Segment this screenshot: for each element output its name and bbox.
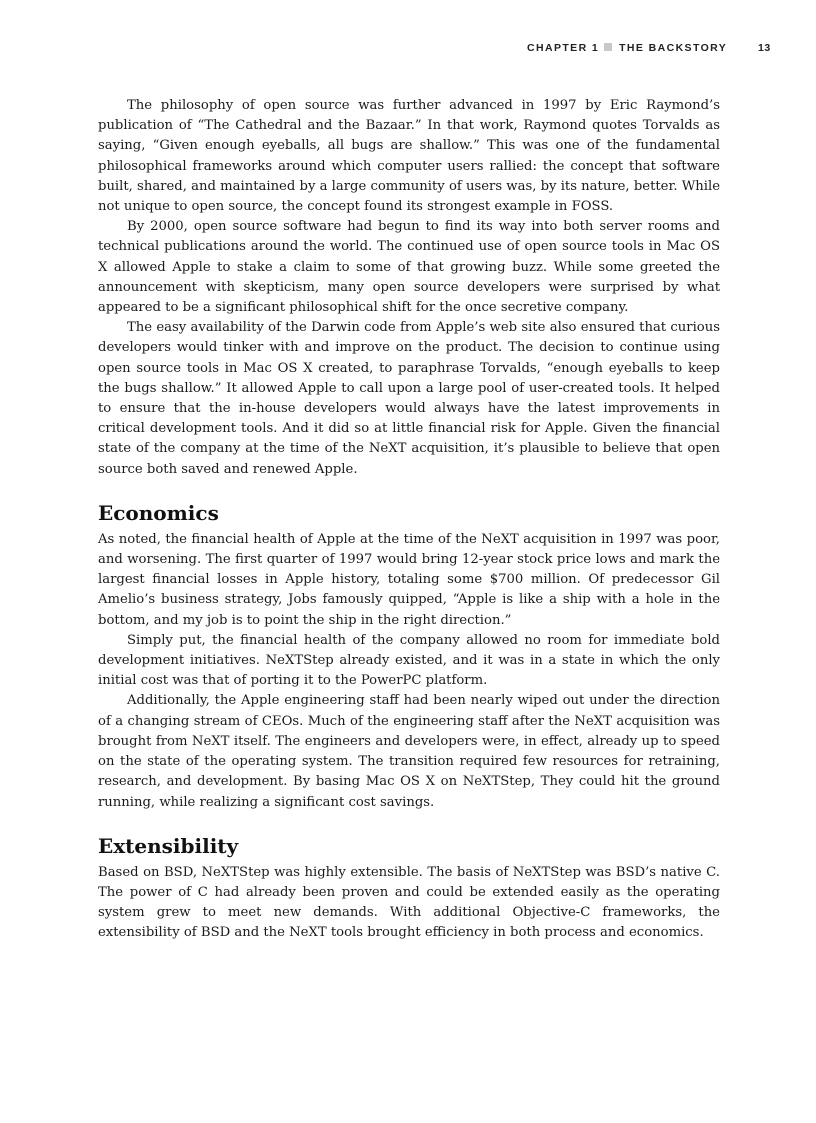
- paragraph: Simply put, the financial health of the company allowed no room for immediate bold development initiatives. NeXTStep already existed, and it was in a state in which the only initial cost was that of porting it to the PowerPC platform.: [98, 632, 720, 689]
- paragraph: As noted, the financial health of Apple at the time of the NeXT acquisition in 1997 was poor, and worsening. The first quarter of 1997 would bring 12-year stock price lows and mark the largest financial losses in Apple history, totaling some $700 million. Of predecessor Gil Amelio’s business strategy, Jobs famously quipped, “Apple is like a ship with a hole in the bottom, and my job is to point the ship in the right direction.”: [98, 531, 720, 628]
- chapter-label: [527, 42, 727, 54]
- paragraph: The philosophy of open source was further advanced in 1997 by Eric Raymond’s publication of “The Cathedral and the Bazaar.” In that work, Raymond quotes Torvalds as saying, “Given enough eyeballs, all bugs are shallow.” This was one of the fundamental philosophical frameworks around which computer users rallied: the concept that software built, shared, and maintained by a large community of users was, by its nature, better. While not unique to open source, the concept found its strongest example in FOSS.: [98, 98, 720, 215]
- page-number: 13: [758, 42, 771, 54]
- chapter-title: THE BACKSTORY: [619, 42, 728, 54]
- paragraph: Based on BSD, NeXTStep was highly extensible. The basis of NeXTStep was BSD’s native C. The power of C had already been proven and could be extended easily as the operating system grew to meet new demands. With additional Objective-C frameworks, the extensibility of BSD and the NeXT tools brought efficiency in both process and economics.: [98, 864, 720, 941]
- chapter-number: CHAPTER 1: [527, 42, 600, 54]
- section-heading-extensibility: Extensibility: [98, 833, 239, 858]
- paragraph: Additionally, the Apple engineering staff had been nearly wiped out under the direction of a changing stream of CEOs. Much of the engineering staff after the NeXT acquisition was brought from NeXT itself. The engineers and developers were, in effect, already up to speed on the state of the operating system. The transition required few resources for retraining, research, and development. By basing Mac OS X on NeXTStep, They could hit the ground running, while realizing a significant cost savings.: [98, 693, 720, 810]
- section-heading-economics: Economics: [98, 500, 219, 525]
- paragraph: The easy availability of the Darwin code from Apple’s web site also ensured that curious developers would tinker with and improve on the product. The decision to continue using open source tools in Mac OS X created, to paraphrase Torvalds, “enough eyeballs to keep the bugs shallow.” It allowed Apple to call upon a large pool of user-created tools. It helped to ensure that the in-house developers would always have the latest improvements in critical development tools. And it did so at little financial risk for Apple. Given the financial state of the company at the time of the NeXT acquisition, it’s plausible to believe that open source both saved and renewed Apple.: [98, 320, 720, 477]
- page-body: [98, 96, 720, 944]
- separator-square-icon: [604, 43, 612, 51]
- paragraph: By 2000, open source software had begun to find its way into both server rooms and technical publications around the world. The continued use of open source tools in Mac OS X allowed Apple to stake a claim to some of that growing buzz. While some greeted the announcement with skepticism, many open source developers were surprised by what appeared to be a significant philosophical shift for the once secretive company.: [98, 219, 720, 316]
- running-header: [0, 42, 816, 62]
